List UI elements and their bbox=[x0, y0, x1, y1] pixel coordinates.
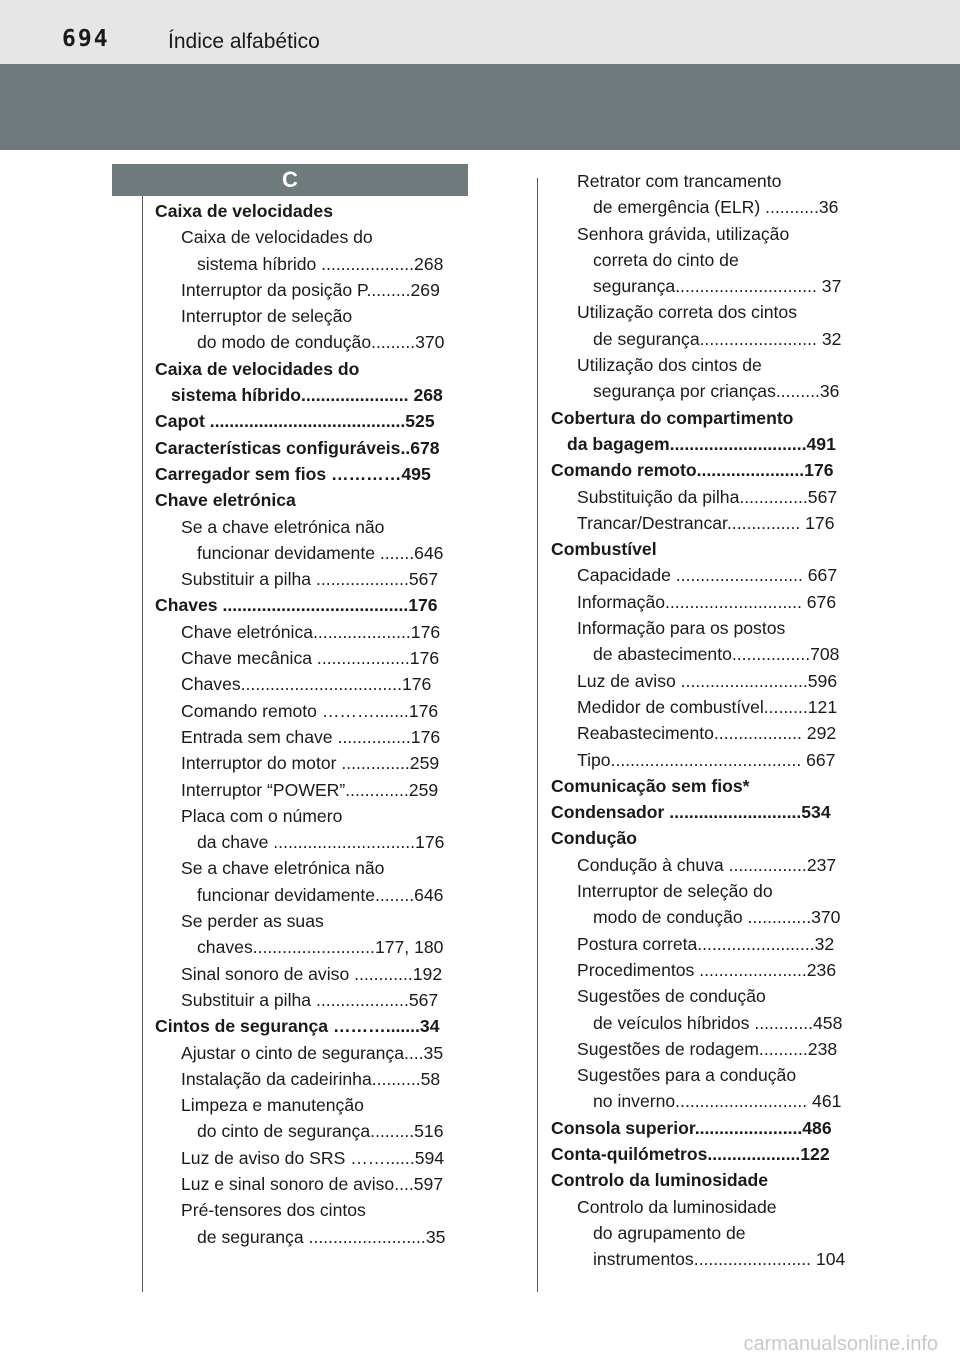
index-entry: da bagagem............................491 bbox=[567, 433, 836, 454]
index-subentry: Luz de aviso do SRS ……......594 bbox=[181, 1147, 445, 1168]
index-entry: Carregador sem fios …………495 bbox=[155, 463, 431, 484]
index-subentry: Se perder as suas bbox=[181, 911, 324, 932]
index-subentry: instrumentos........................ 104 bbox=[593, 1249, 846, 1270]
index-entry: sistema híbrido...................... 268 bbox=[171, 385, 443, 406]
index-entry: Chaves ......................................176 bbox=[155, 595, 438, 616]
index-subentry: segurança............................. 37 bbox=[593, 276, 842, 297]
index-subentry: Sugestões de rodagem..........238 bbox=[577, 1038, 838, 1059]
index-subentry: Medidor de combustível.........121 bbox=[577, 696, 838, 717]
index-entry: Conta-quilómetros...................122 bbox=[551, 1143, 830, 1164]
index-subentry: modo de condução .............370 bbox=[593, 907, 841, 928]
index-subentry: Se a chave eletrónica não bbox=[181, 516, 385, 537]
index-subentry: Reabastecimento.................. 292 bbox=[577, 723, 837, 744]
index-subentry: Interruptor do motor ..............259 bbox=[181, 753, 440, 774]
index-subentry: Chave eletrónica....................176 bbox=[181, 621, 441, 642]
section-letter-header: C bbox=[112, 164, 468, 196]
index-entry: Cintos de segurança ……….......34 bbox=[155, 1016, 440, 1037]
index-entry: Capot ........................................525 bbox=[155, 411, 435, 432]
index-entry: Cobertura do compartimento bbox=[551, 407, 794, 428]
index-subentry: Entrada sem chave ...............176 bbox=[181, 726, 441, 747]
index-subentry: Retrator com trancamento bbox=[577, 171, 782, 191]
index-entry: Combustível bbox=[551, 539, 657, 560]
index-subentry: Trancar/Destrancar............... 176 bbox=[577, 512, 835, 533]
index-subentry: Chave mecânica ...................176 bbox=[181, 648, 440, 669]
index-subentry: de abastecimento................708 bbox=[593, 644, 840, 665]
index-subentry: Utilização dos cintos de bbox=[577, 355, 762, 376]
index-subentry: Interruptor da posição P.........269 bbox=[181, 279, 440, 300]
index-subentry: Instalação da cadeirinha..........58 bbox=[181, 1068, 441, 1089]
index-subentry: no inverno........................... 461 bbox=[593, 1091, 842, 1112]
index-entry: Consola superior......................486 bbox=[551, 1117, 832, 1138]
index-subentry: Postura correta........................32 bbox=[577, 933, 835, 954]
index-entry: Condensador ...........................534 bbox=[551, 802, 831, 823]
index-subentry: Utilização correta dos cintos bbox=[577, 302, 798, 323]
page-title: Índice alfabético bbox=[168, 30, 320, 53]
index-subentry: Interruptor de seleção do bbox=[577, 881, 773, 902]
index-subentry: do agrupamento de bbox=[593, 1222, 746, 1243]
index-subentry: do modo de condução.........370 bbox=[197, 332, 445, 353]
index-subentry: Limpeza e manutenção bbox=[181, 1095, 364, 1116]
index-subentry: de emergência (ELR) ...........36 bbox=[593, 197, 839, 218]
index-subentry: Substituir a pilha ...................567 bbox=[181, 569, 439, 590]
index-subentry: chaves.........................177, 180 bbox=[197, 937, 444, 958]
index-subentry: Luz de aviso ..........................596 bbox=[577, 670, 838, 691]
index-column-left bbox=[155, 198, 467, 1250]
page-header bbox=[0, 0, 960, 64]
index-subentry: Interruptor de seleção bbox=[181, 306, 353, 327]
index-subentry: segurança por crianças.........36 bbox=[593, 381, 840, 402]
index-subentry: Substituir a pilha ...................567 bbox=[181, 989, 439, 1010]
index-subentry: Comando remoto ……….......176 bbox=[181, 700, 439, 721]
header-band bbox=[0, 64, 960, 150]
left-column-rule bbox=[142, 196, 143, 1292]
index-subentry: funcionar devidamente........646 bbox=[197, 884, 444, 905]
index-subentry: Controlo da luminosidade bbox=[577, 1196, 777, 1217]
index-subentry: Procedimentos ......................236 bbox=[577, 959, 837, 980]
index-entry: Caixa de velocidades do bbox=[155, 358, 360, 379]
index-subentry: Capacidade .......................... 667 bbox=[577, 565, 838, 586]
index-subentry: Condução à chuva ................237 bbox=[577, 854, 837, 875]
watermark: carmanualsonline.info bbox=[743, 1333, 938, 1355]
index-subentry: da chave .............................176 bbox=[197, 832, 445, 853]
index-subentry: de segurança........................ 32 bbox=[593, 328, 842, 349]
index-subentry: Tipo....................................... 667 bbox=[577, 749, 836, 770]
index-entry: Comando remoto......................176 bbox=[551, 460, 834, 481]
index-subentry: Se a chave eletrónica não bbox=[181, 858, 385, 879]
index-subentry: Sinal sonoro de aviso ............192 bbox=[181, 963, 443, 984]
index-column-right bbox=[551, 168, 863, 1272]
index-entry: Controlo da luminosidade bbox=[551, 1170, 768, 1191]
page-number: 694 bbox=[62, 26, 110, 52]
index-subentry: Caixa de velocidades do bbox=[181, 227, 373, 248]
index-subentry: Sugestões para a condução bbox=[577, 1065, 797, 1086]
index-entry: Características configuráveis..678 bbox=[155, 437, 440, 458]
index-subentry: Luz e sinal sonoro de aviso....597 bbox=[181, 1173, 444, 1194]
index-subentry: correta do cinto de bbox=[593, 249, 739, 270]
index-subentry: Sugestões de condução bbox=[577, 986, 766, 1007]
index-subentry: sistema híbrido ...................268 bbox=[197, 253, 444, 274]
index-subentry: de segurança ........................35 bbox=[197, 1226, 446, 1247]
index-subentry: Interruptor “POWER”.............259 bbox=[181, 779, 439, 800]
index-subentry: funcionar devidamente .......646 bbox=[197, 542, 444, 563]
index-subentry: Chaves.................................176 bbox=[181, 674, 432, 695]
index-subentry: Informação para os postos bbox=[577, 618, 786, 639]
index-subentry: do cinto de segurança.........516 bbox=[197, 1121, 444, 1142]
index-subentry: Pré-tensores dos cintos bbox=[181, 1200, 366, 1221]
index-entry: Chave eletrónica bbox=[155, 490, 296, 511]
index-entry: Caixa de velocidades bbox=[155, 201, 333, 221]
index-subentry: Informação............................ 676 bbox=[577, 591, 837, 612]
index-subentry: de veículos híbridos ............458 bbox=[593, 1012, 843, 1033]
index-subentry: Substituição da pilha..............567 bbox=[577, 486, 838, 507]
index-entry: Condução bbox=[551, 828, 638, 849]
index-entry: Comunicação sem fios* bbox=[551, 775, 750, 796]
index-subentry: Placa com o número bbox=[181, 805, 343, 826]
right-column-rule bbox=[537, 178, 538, 1292]
index-subentry: Senhora grávida, utilização bbox=[577, 223, 790, 244]
index-subentry: Ajustar o cinto de segurança....35 bbox=[181, 1042, 444, 1063]
